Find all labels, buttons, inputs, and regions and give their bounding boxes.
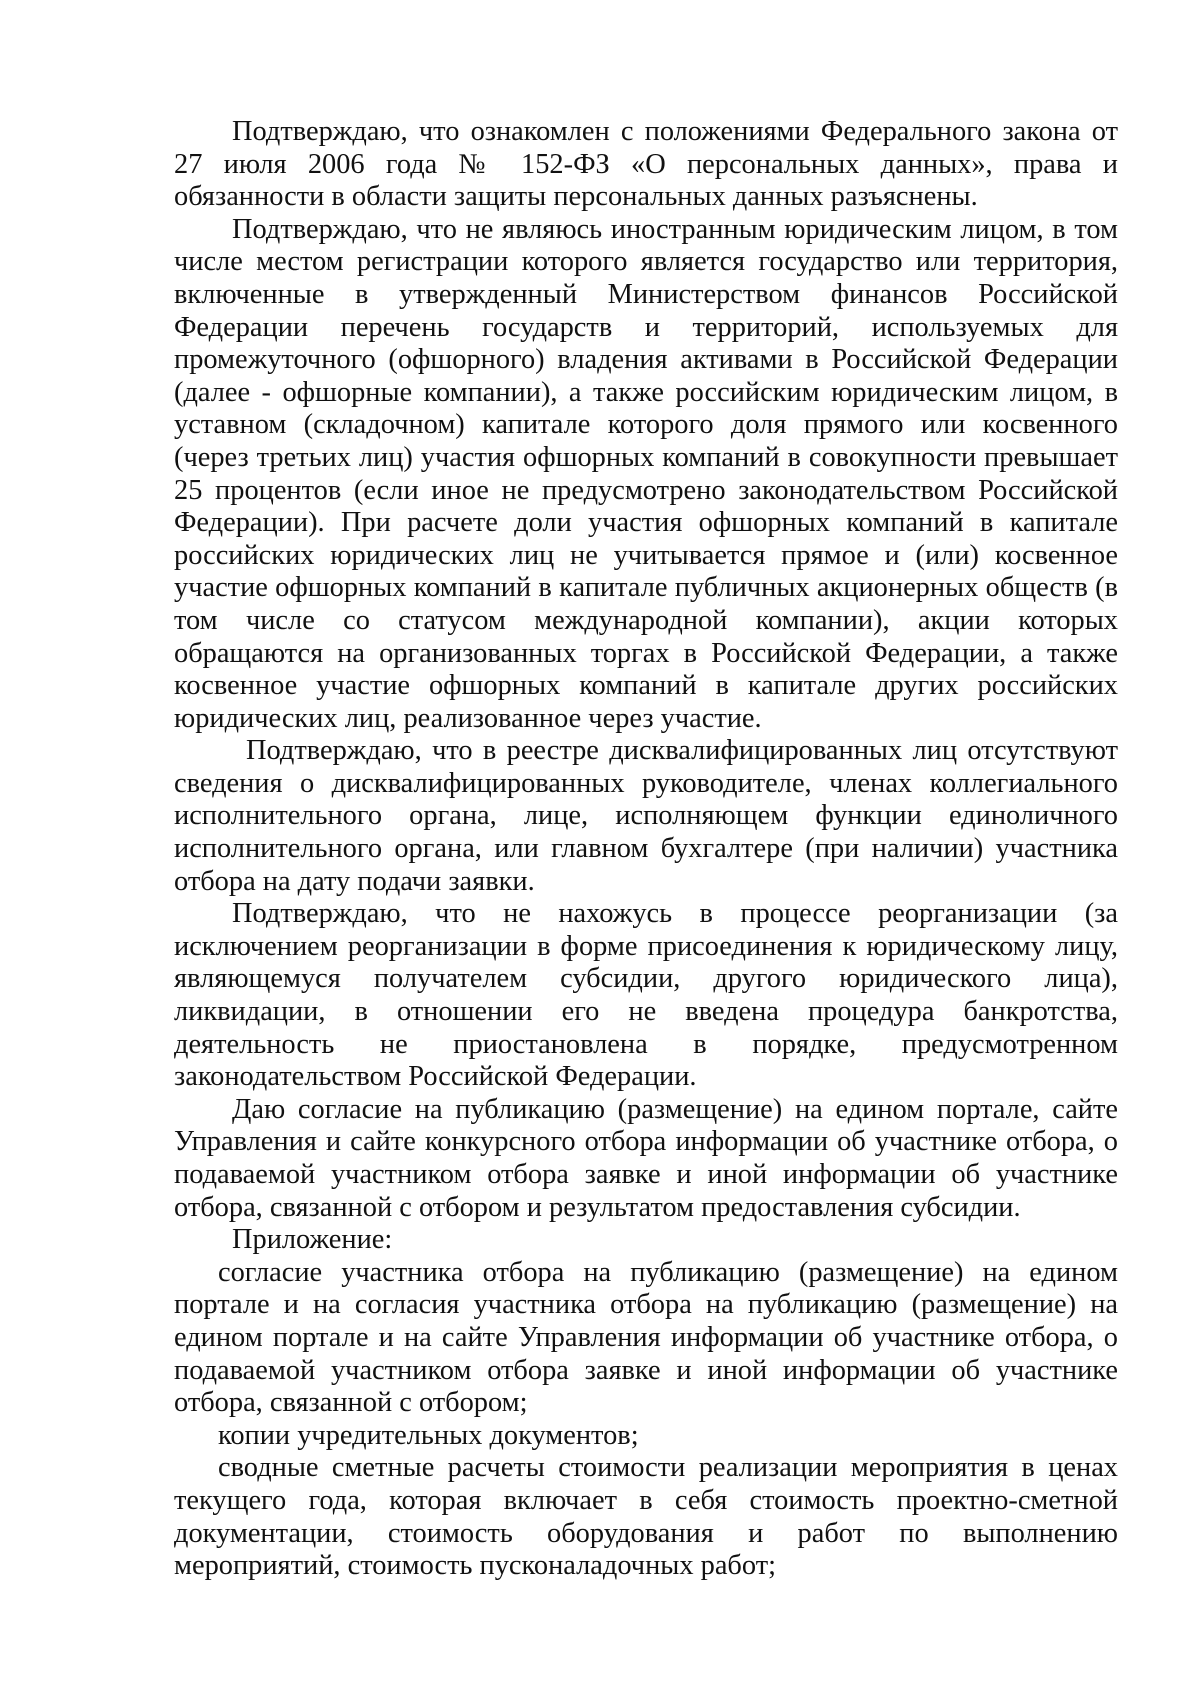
paragraph-not-offshore-company: Подтверждаю, что не являюсь иностранным юридическим лицом, в том числе местом регистрации которого является государство или территория, включенные в утвержденный Министерством финансов Российской Федерации перечень государств и территорий, используемых для промежуточного (офшорного) владения активами в Российской Федерации (далее - офшорные компании), а также российским юридическим лицом, в уставном (складочном) капитале которого доля прямого или косвенного (через третьих лиц) участия офшорных компаний в совокупности превышает 25 процентов (если иное не предусмотрено законодательством Российской Федерации). При расчете доли участия офшорных компаний в капитале российских юридических лиц не учитывается прямое и (или) косвенное участие офшорных компаний в капитале публичных акционерных обществ (в том числе со статусом международной компании), акции которых обращаются на организованных торгах в Российской Федерации, а также косвенное участие офшорных компаний в капитале других российских юридических лиц, реализованное через участие. <box>174 213 1118 734</box>
paragraph-disqualified-persons-registry: Подтверждаю, что в реестре дисквалифицированных лиц отсутствуют сведения о дисквалифицированных руководителе, членах коллегиального исполнительного органа, лице, исполняющем функции единоличного исполнительного органа, или главном бухгалтере (при наличии) участника отбора на дату подачи заявки. <box>174 735 1118 897</box>
attachment-item-consent: согласие участника отбора на публикацию (размещение) на едином портале и на согласия участника отбора на публикацию (размещение) на едином портале и на сайте Управления информации об участнике отбора, о подаваемой участником отбора заявке и иной информации об участнике отбора, связанной с отбором; <box>174 1256 1118 1419</box>
attachment-item-cost-estimates: сводные сметные расчеты стоимости реализации мероприятия в ценах текущего года, которая включает в себя стоимость проектно-сметной документации, стоимость оборудования и работ по выполнению мероприятий, стоимость пусконаладочных работ; <box>174 1452 1118 1582</box>
attachment-item-founding-documents: копии учредительных документов; <box>218 1419 639 1451</box>
document-body <box>174 116 1118 1583</box>
paragraph-publication-consent: Даю согласие на публикацию (размещение) на едином портале, сайте Управления и сайте конкурсного отбора информации об участнике отбора, о подаваемой участником отбора заявке и иной информации об участнике отбора, связанной с отбором и результатом предоставления субсидии. <box>174 1093 1118 1223</box>
attachments-heading: Приложение: <box>232 1224 393 1256</box>
paragraph-personal-data-acknowledgement: Подтверждаю, что ознакомлен с положениями Федерального закона от 27 июля 2006 года № 152-ФЗ «О персональных данных», права и обязанности в области защиты персональных данных разъяснены. <box>174 116 1118 213</box>
paragraph-no-reorganization: Подтверждаю, что не нахожусь в процессе реорганизации (за исключением реорганизации в форме присоединения к юридическому лицу, являющемуся получателем субсидии, другого юридического лица), ликвидации, в отношении его не введена процедура банкротства, деятельность не приостановлена в порядке, предусмотренном законодательством Российской Федерации. <box>174 898 1118 1093</box>
